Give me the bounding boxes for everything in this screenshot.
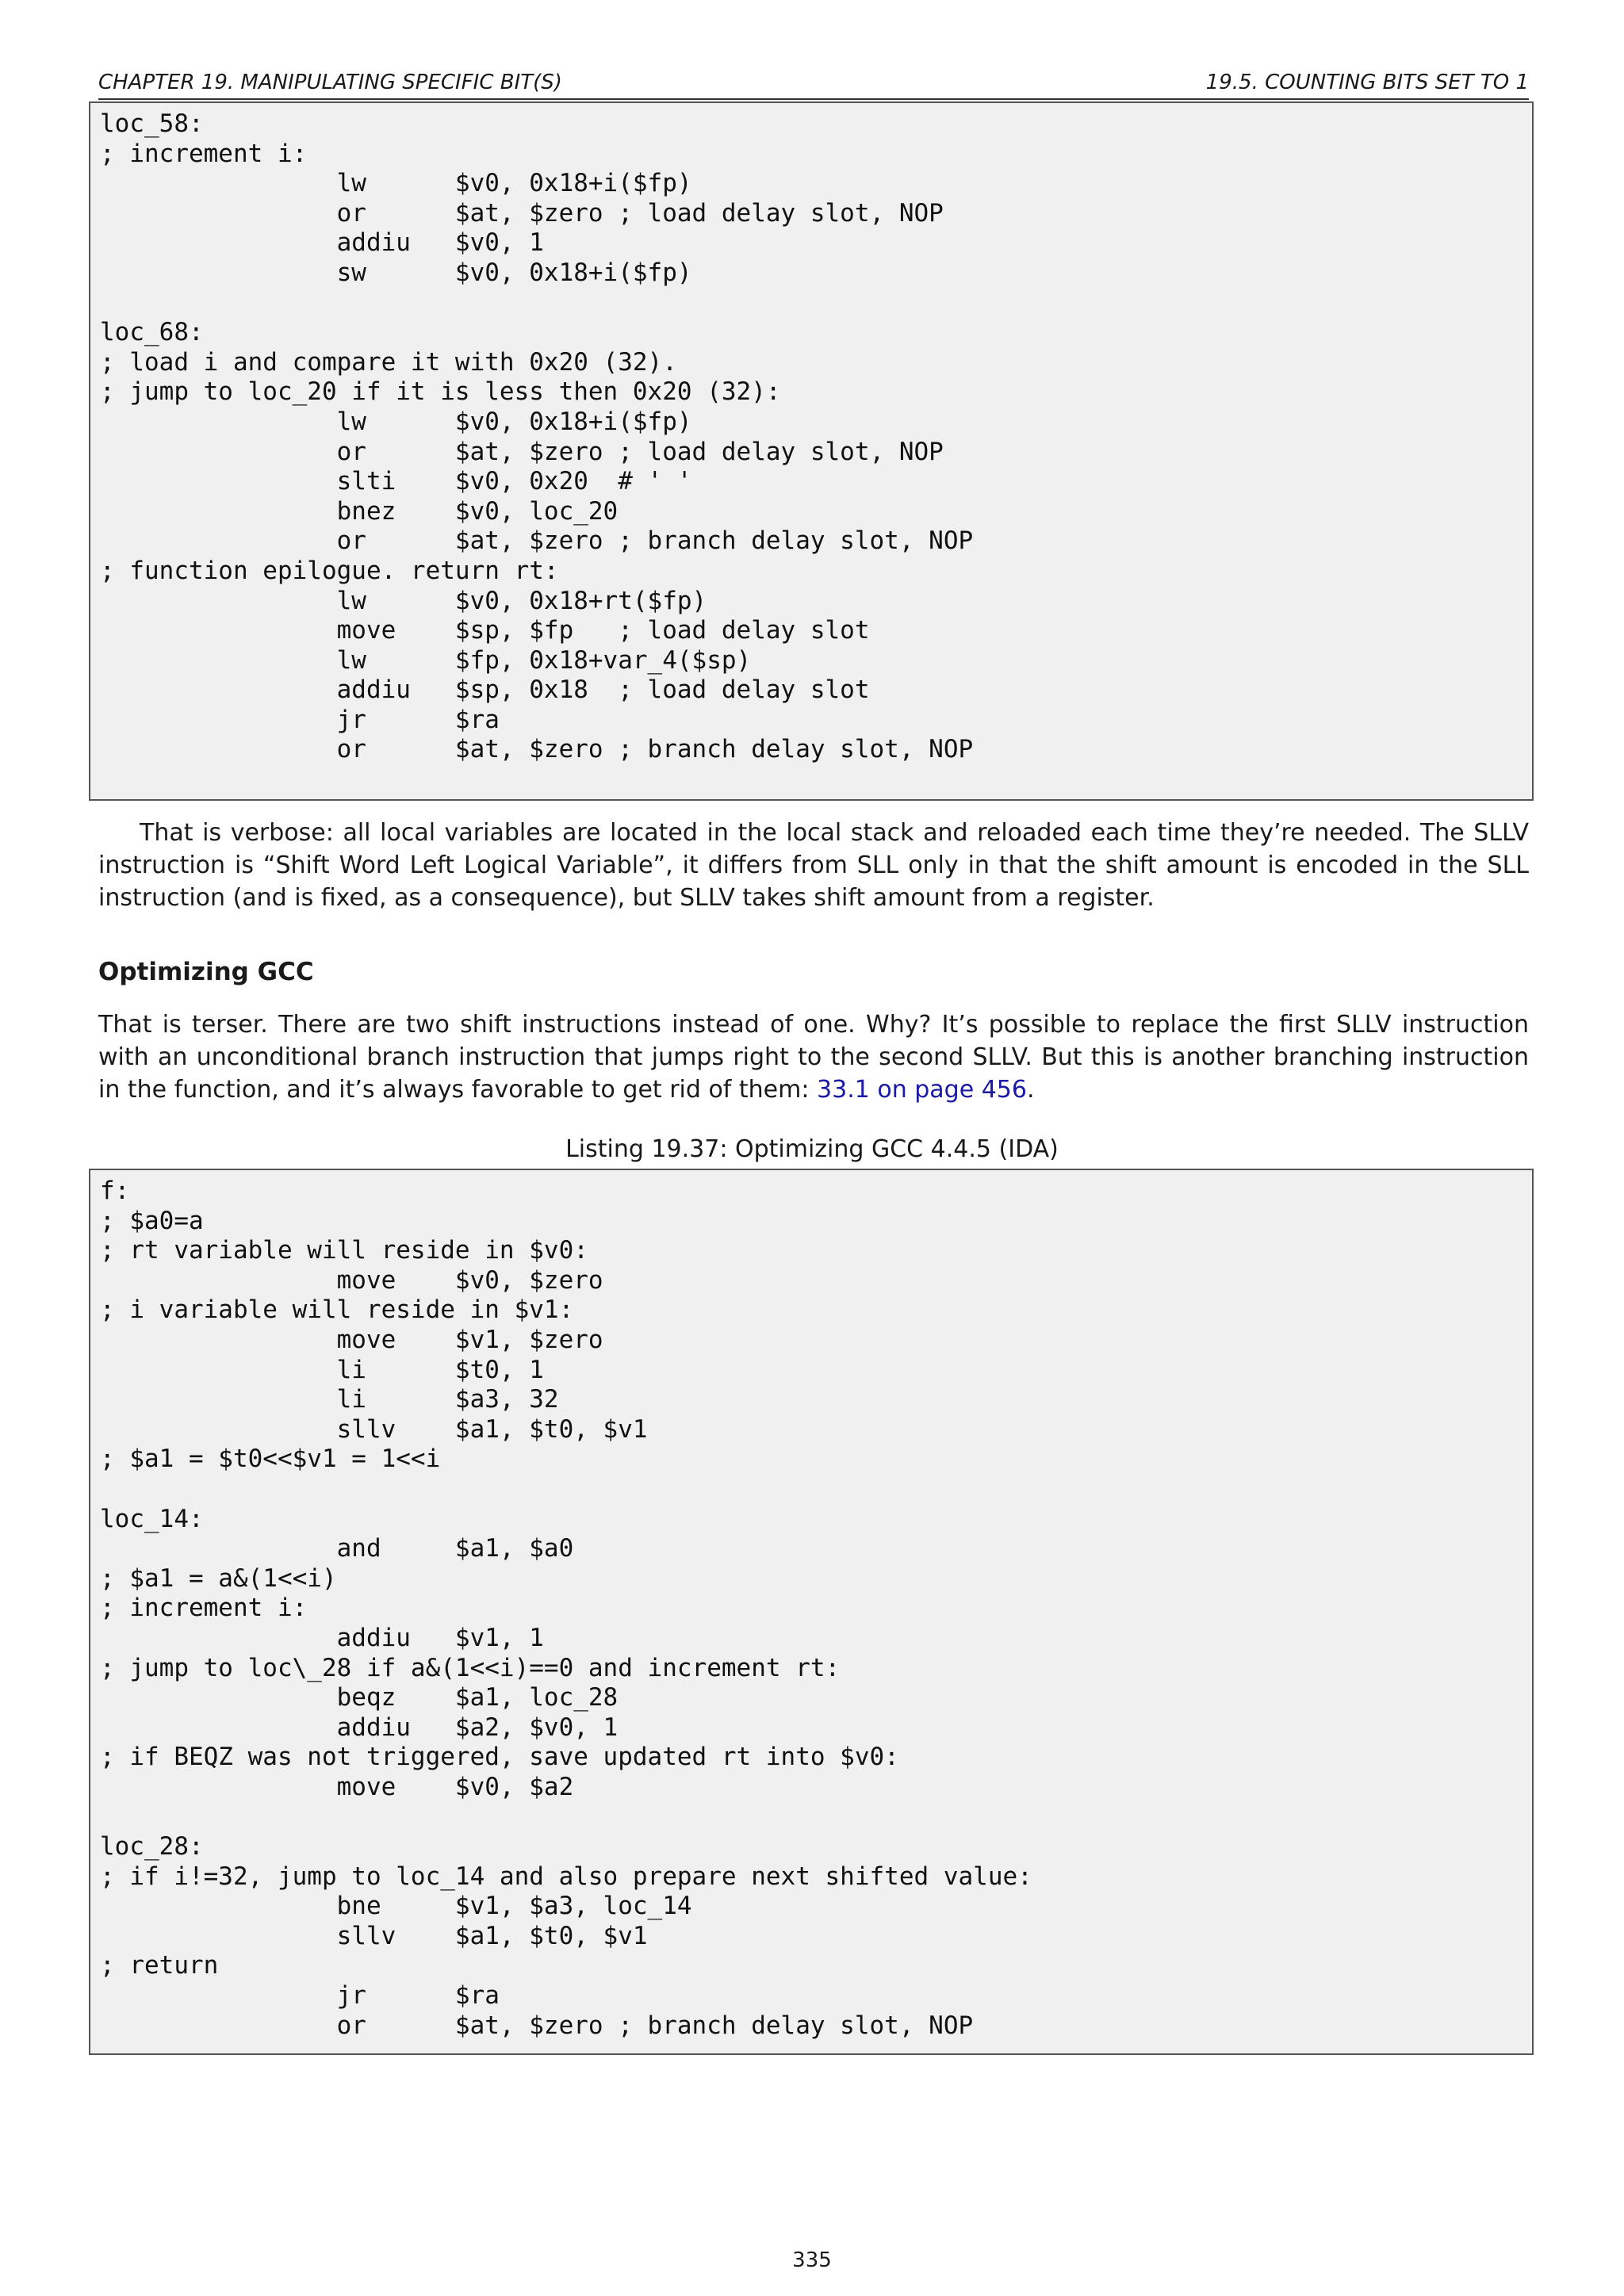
code-listing-unoptimized-tail — [89, 101, 1534, 801]
section-heading: Optimizing GCC — [98, 958, 314, 986]
body-paragraph: That is verbose: all local variables are located in the local stack and reloaded each time they’re needed. The SLLV instruction is “Shift Word Left Logical Variable”, it differs from SLL only in that the shift amount is encoded in the SLL instruction (and is fixed, as a consequence), but SLLV takes shift amount from a register. — [98, 819, 1529, 912]
code-text: loc_58: ; increment i: lw $v0, 0x18+i($fp) or $at, $zero ; load delay slot, NOP addiu $v0, 1 sw $v0, 0x18+i($fp) loc_68: ; load i and compare it with 0x20 (32). ; jump to loc_20 if it is less then 0x20 (32): lw $v0, 0x18+i($fp) or $at, $zero ; load delay slot, NOP slti $v0, 0x20 # ' ' bnez $v0, loc_20 or $at, $zero ; branch delay slot, NOP ; function epilogue. return rt: lw $v0, 0x18+rt($fp) move $sp, $fp ; load delay slot lw $fp, 0x18+var_4($sp) addiu $sp, 0x18 ; load delay slot jr $ra or $at, $zero ; branch delay slot, NOP — [100, 109, 974, 764]
listing-caption: Listing 19.37: Optimizing GCC 4.4.5 (IDA) — [565, 1135, 1059, 1163]
chapter-title: CHAPTER 19. MANIPULATING SPECIFIC BIT(S) — [98, 71, 562, 94]
paragraph-end: . — [1026, 1076, 1035, 1104]
cross-reference-link[interactable]: 33.1 on page 456 — [817, 1076, 1027, 1104]
section-title: 19.5. COUNTING BITS SET TO 1 — [1205, 71, 1529, 94]
running-header — [98, 67, 1529, 100]
paragraph-text: That is terser. There are two shift instructions instead of one. Why? It’s possible to replace the first SLLV instruction with an unconditional branch instruction that jumps right to the second SLLV. But this is another branching instruction in the function, and it’s always favorable to get rid of them: — [98, 1011, 1529, 1104]
page-number: 335 — [792, 2248, 832, 2272]
code-listing-optimized-gcc — [89, 1169, 1534, 2055]
body-paragraph — [98, 1008, 1529, 1106]
code-text: f: ; $a0=a ; rt variable will reside in $v0: move $v0, $zero ; i variable will reside in $v1: move $v1, $zero li $t0, 1 li $a3, 32 sllv $a1, $t0, $v1 ; $a1 = $t0<<$v1 = 1<<i loc_14: and $a1, $a0 ; $a1 = a&(1<<i) ; increment i: addiu $v1, 1 ; jump to loc\_28 if a&(1<<i)==0 and increment rt: beqz $a1, loc_28 addiu $a2, $v0, 1 ; if BEQZ was not triggered, save updated rt into $v0: move $v0, $a2 loc_28: ; if i!=32, jump to loc_14 and also prepare next shifted value: bne $v1, $a3, loc_14 sllv $a1, $t0, $v1 ; return jr $ra or $at, $zero ; branch delay slot, NOP — [100, 1177, 1032, 2040]
